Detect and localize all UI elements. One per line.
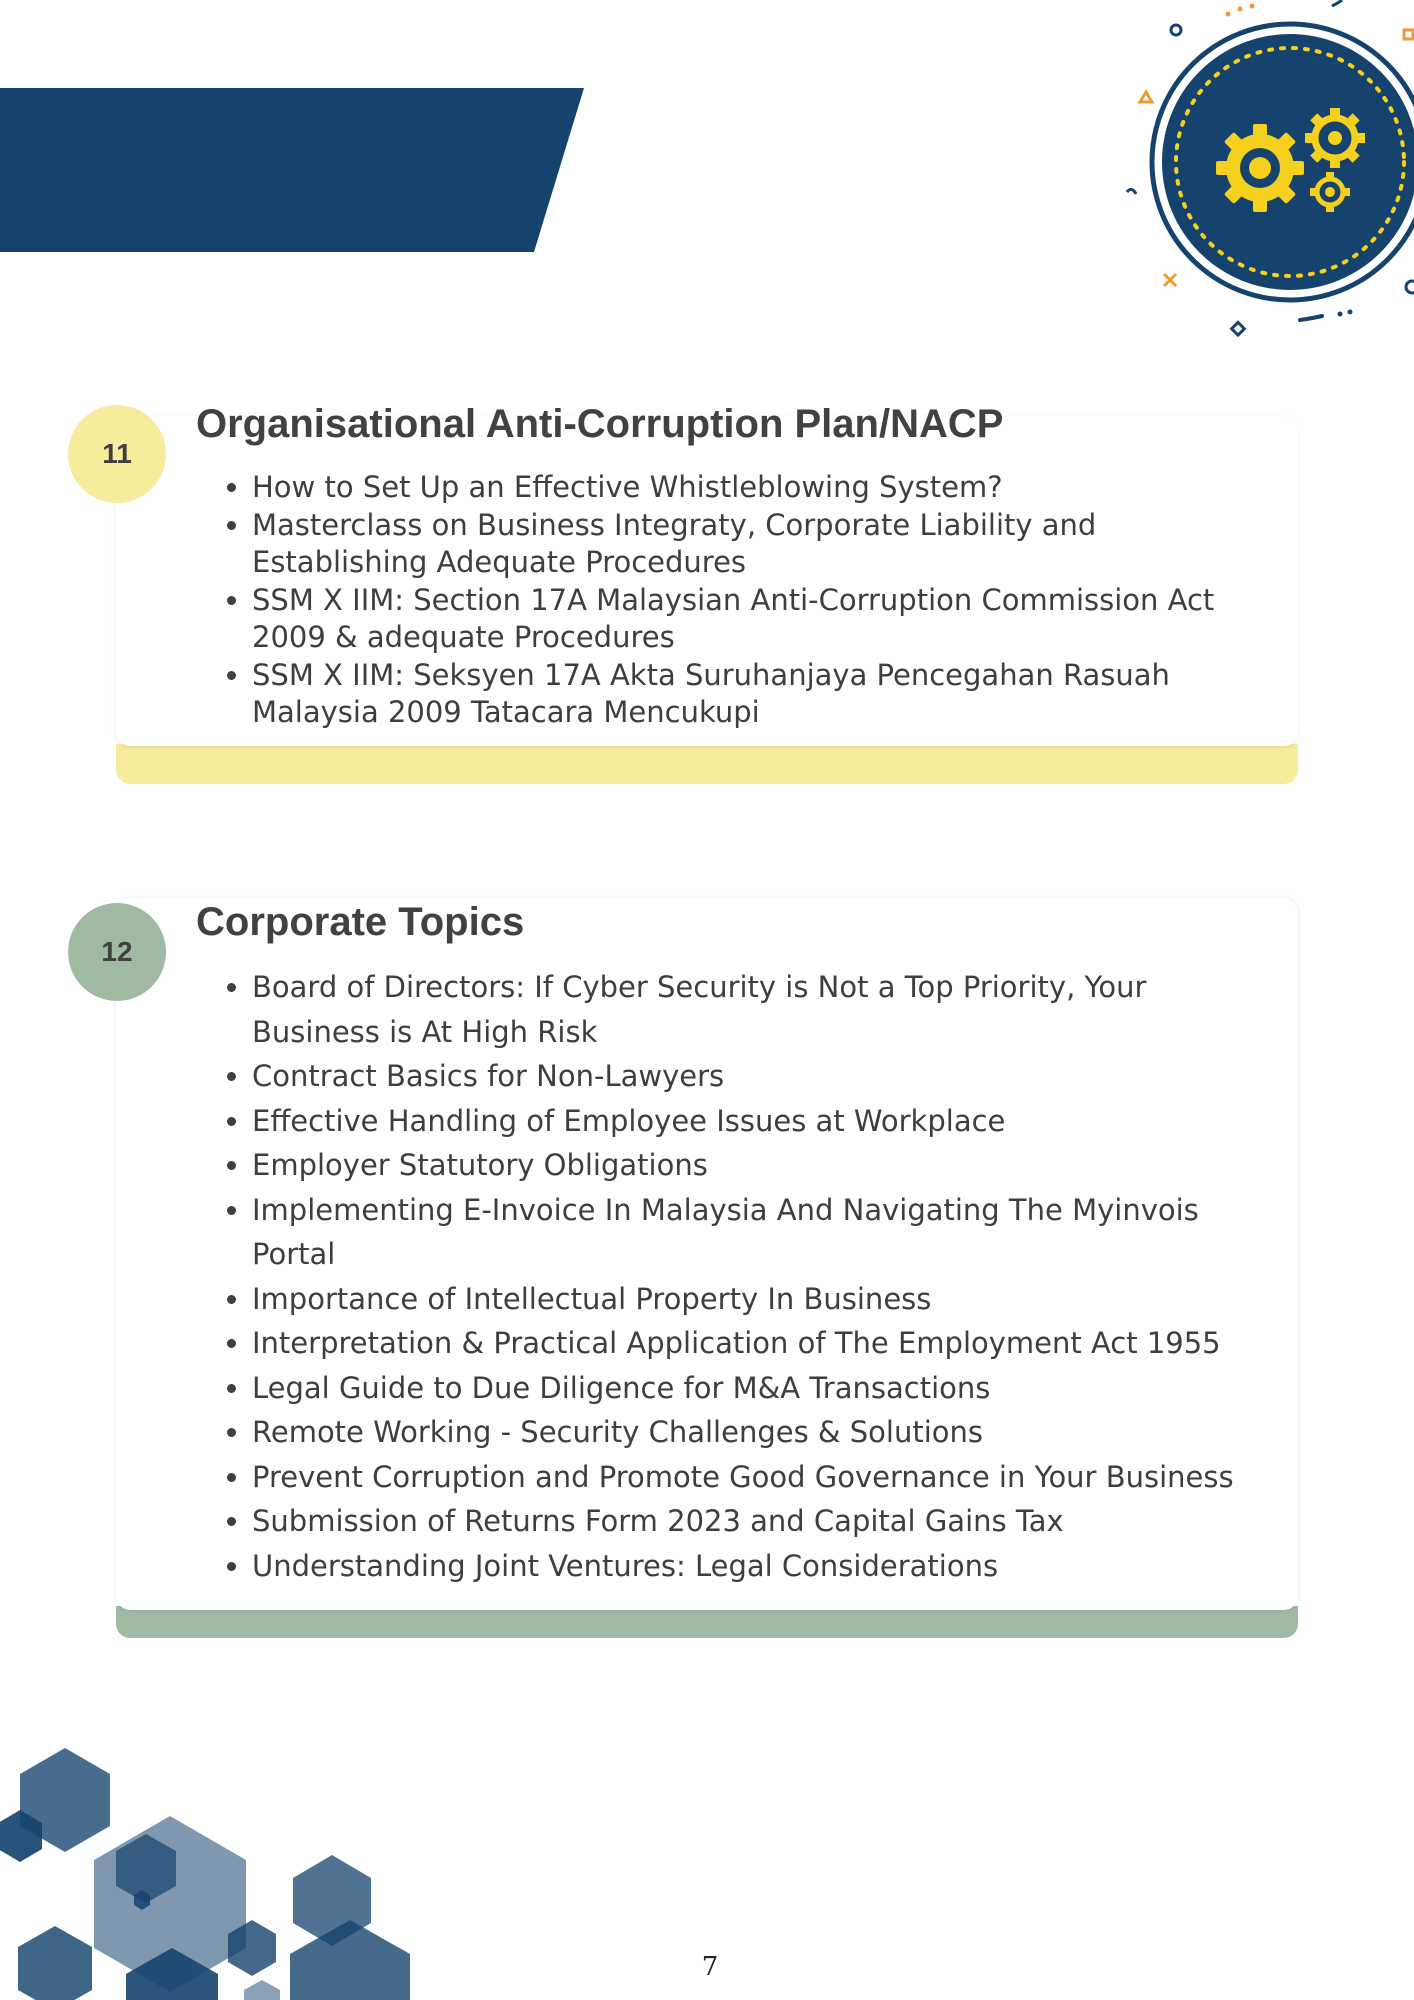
list-item: • Implementing E-Invoice In Malaysia And Navigating The Myinvois Portal xyxy=(252,1188,1276,1277)
page-number: 7 xyxy=(701,1952,719,1982)
section-12-accent-bar xyxy=(116,1606,1298,1638)
list-item: • Prevent Corruption and Promote Good Governance in Your Business xyxy=(252,1455,1276,1500)
list-item: • SSM X IIM: Section 17A Malaysian Anti-Corruption Commission Act 2009 & adequate Procedures xyxy=(252,582,1276,657)
list-item: • Submission of Returns Form 2023 and Capital Gains Tax xyxy=(252,1499,1276,1544)
list-item: • Remote Working - Security Challenges & Solutions xyxy=(252,1410,1276,1455)
list-item: • Legal Guide to Due Diligence for M&A Transactions xyxy=(252,1366,1276,1411)
list-item: • Understanding Joint Ventures: Legal Considerations xyxy=(252,1544,1276,1589)
list-item: • Masterclass on Business Integraty, Corporate Liability and Establishing Adequate Procedures xyxy=(252,507,1276,582)
section-11-topic-list xyxy=(196,469,1276,732)
list-item: • Importance of Intellectual Property In Business xyxy=(252,1277,1276,1322)
list-item: • Contract Basics for Non-Lawyers xyxy=(252,1054,1276,1099)
section-11-title: Organisational Anti-Corruption Plan/NACP xyxy=(196,402,1004,446)
list-item: • How to Set Up an Effective Whistleblowing System? xyxy=(252,469,1276,507)
hexagon-cluster-decoration xyxy=(0,1730,420,2000)
list-item: • Employer Statutory Obligations xyxy=(252,1143,1276,1188)
header-banner xyxy=(0,88,584,252)
section-11-number-badge: 11 xyxy=(68,405,166,503)
gears-badge-icon xyxy=(1110,0,1414,345)
section-12-title: Corporate Topics xyxy=(196,900,525,944)
list-item: • Interpretation & Practical Application of The Employment Act 1955 xyxy=(252,1321,1276,1366)
list-item: • Board of Directors: If Cyber Security is Not a Top Priority, Your Business is At High Risk xyxy=(252,965,1276,1054)
section-12-number-badge: 12 xyxy=(68,903,166,1001)
list-item: • Effective Handling of Employee Issues at Workplace xyxy=(252,1099,1276,1144)
list-item: • SSM X IIM: Seksyen 17A Akta Suruhanjaya Pencegahan Rasuah Malaysia 2009 Tatacara Mencukupi xyxy=(252,657,1276,732)
section-12-topic-list xyxy=(196,965,1276,1588)
section-11-accent-bar xyxy=(116,744,1298,784)
